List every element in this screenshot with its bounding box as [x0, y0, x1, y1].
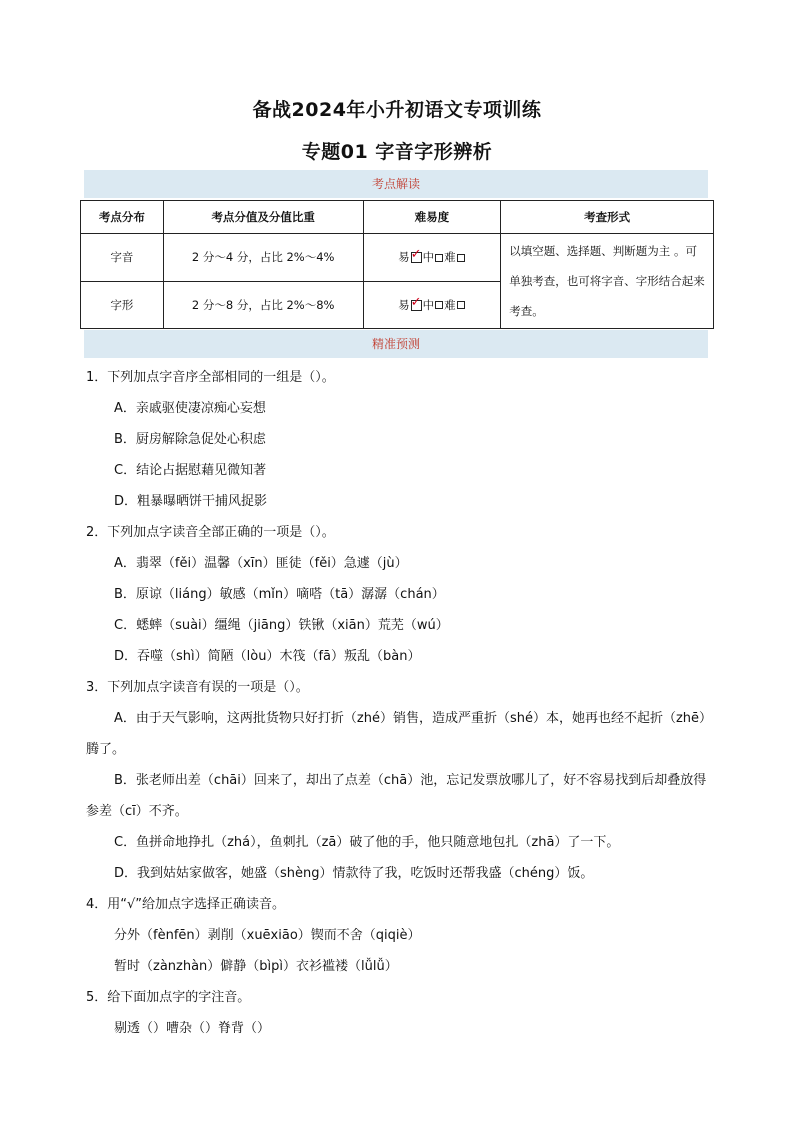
unchecked-box-icon	[435, 254, 443, 262]
question-line: 暂时（zànzhàn）僻静（bìpì）衣衫褴褛（lǚlǚ）	[114, 959, 398, 974]
difficulty-hard-label: 难	[444, 297, 456, 312]
difficulty-cell	[363, 234, 501, 282]
question-option: C．蟋蟀（suài）缰绳（jiāng）铁锹（xiān）荒芜（wú）	[114, 618, 449, 633]
unchecked-box-icon	[457, 254, 465, 262]
question-line: 分外（fènfēn）剥削（xuēxiāo）锲而不舍（qiqiè）	[114, 928, 421, 943]
question-stem: 3．下列加点字读音有误的一项是（）。	[86, 680, 309, 695]
difficulty-easy-label: 易	[398, 297, 410, 312]
question-stem: 1．下列加点字音序全部相同的一组是（）。	[86, 370, 335, 385]
question-option: D．粗暴曝晒饼干捕风捉影	[114, 494, 268, 509]
table-row	[81, 234, 714, 282]
question-option: C．结论占据慰藉见微知著	[114, 463, 267, 478]
question-option: C．鱼拼命地挣扎（zhá），鱼刺扎（zā）破了他的手，他只随意地包扎（zhā）了一下。	[114, 835, 620, 850]
question-option: B．原谅（liáng）敏感（mǐn）嘀嗒（tā）潺潺（chán）	[114, 587, 445, 602]
question-stem: 4．用“√”给加点字选择正确读音。	[86, 897, 286, 912]
question-option: A．亲戚驱使凄凉痴心妄想	[114, 401, 266, 416]
difficulty-mid-label: 中	[422, 297, 435, 312]
table-header: 考查形式	[501, 201, 714, 234]
difficulty-easy-label: 易	[398, 250, 410, 265]
section-header-exam-points: 考点解读	[84, 170, 708, 198]
score-cell: 2 分～4 分，占比 2%～4%	[163, 234, 363, 282]
question-option: B．张老师出差（chāi）回来了，却出了点差（chā）池，忘记发票放哪儿了，好不容易找到后却叠放得参差（cī）不齐。	[86, 773, 707, 819]
checked-box-icon: ✓	[410, 294, 422, 310]
score-cell: 2 分～8 分，占比 2%～8%	[163, 281, 363, 329]
question-line: 剔透（）嘈杂（）脊背（）	[114, 1021, 271, 1036]
table-header: 考点分布	[81, 201, 164, 234]
table-header: 难易度	[363, 201, 501, 234]
questions-body	[86, 362, 716, 1044]
topic-cell: 字音	[81, 234, 164, 282]
question-option: D．我到姑姑家做客，她盛（shèng）情款待了我，吃饭时还帮我盛（chéng）饭。	[114, 866, 594, 881]
checked-box-icon: ✓	[410, 247, 422, 263]
difficulty-cell	[363, 281, 501, 329]
difficulty-hard-label: 难	[444, 250, 456, 265]
question-option: B．厨房解除急促处心积虑	[114, 432, 266, 447]
document-subtitle: 专题01 字音字形辨析	[301, 141, 493, 163]
unchecked-box-icon	[435, 301, 443, 309]
document-title: 备战2024年小升初语文专项训练	[252, 99, 542, 121]
section-header-prediction: 精准预测	[84, 330, 708, 358]
form-cell: 以填空题、选择题、判断题为主 。可单独考查，也可将字音、字形结合起来考查。	[501, 234, 714, 329]
question-option: D．吞噬（shì）简陋（lòu）木筏（fā）叛乱（bàn）	[114, 649, 421, 664]
unchecked-box-icon	[457, 301, 465, 309]
question-option: A．由于天气影响，这两批货物只好打折（zhé）销售，造成严重折（shé）本，她再也经不起折（zhē）腾了。	[86, 711, 713, 757]
question-stem: 2．下列加点字读音全部正确的一项是（）。	[86, 525, 335, 540]
question-stem: 5．给下面加点字的字注音。	[86, 990, 251, 1005]
exam-points-table	[80, 200, 714, 329]
question-option: A．翡翠（fěi）温馨（xīn）匪徒（fěi）急遽（jù）	[114, 556, 408, 571]
table-header-row	[81, 201, 714, 234]
table-header: 考点分值及分值比重	[163, 201, 363, 234]
topic-cell: 字形	[81, 281, 164, 329]
difficulty-mid-label: 中	[422, 250, 435, 265]
